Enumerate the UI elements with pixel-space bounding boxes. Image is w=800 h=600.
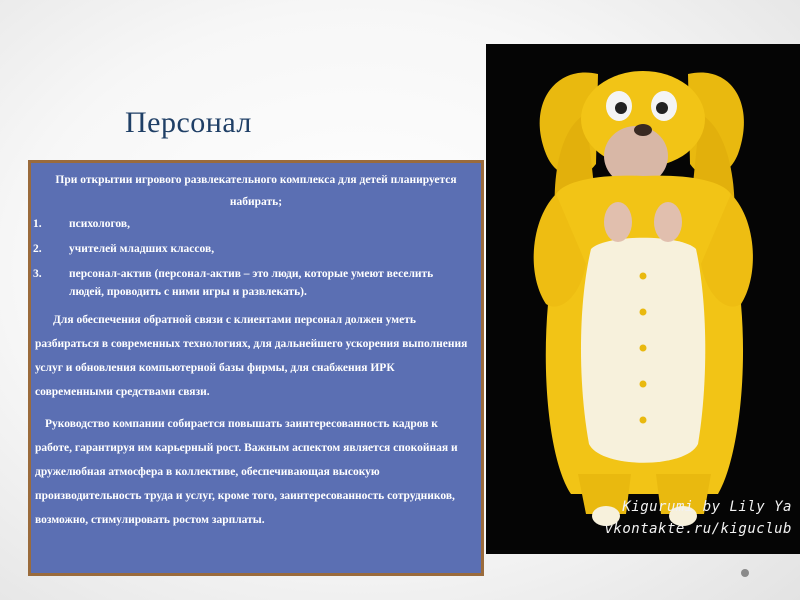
list-text: психологов,	[69, 218, 130, 230]
list-item	[31, 265, 481, 301]
slide-title: Персонал	[125, 106, 252, 139]
costume-illustration	[486, 44, 800, 554]
list-item	[31, 215, 481, 233]
kigurumi-photo	[486, 44, 800, 554]
content-text-box	[28, 160, 484, 576]
list-text: учителей младших классов,	[69, 243, 215, 255]
list-number: 1.	[33, 218, 42, 230]
photo-watermark	[604, 496, 792, 540]
list-number: 3.	[33, 268, 42, 280]
slide-nav-dot	[741, 569, 749, 577]
list-text: персонал-актив (персонал-актив – это люди, которые умеют веселить людей, проводить с ними игры и развлекать).	[69, 268, 434, 298]
watermark-line: Kigurumi by Lily Ya	[622, 499, 792, 515]
staff-list	[31, 215, 481, 301]
list-number: 2.	[33, 243, 42, 255]
list-item	[31, 240, 481, 258]
feedback-paragraph: Для обеспечения обратной связи с клиентами персонал должен уметь разбираться в современных технологиях, для дальнейшего ускорения выполнения услуг и обновления компьютерной базы фирмы, для снабжения ИРК современными средствами связи.	[35, 314, 468, 398]
intro-text: При открытии игрового развлекательного комплекса для детей планируется набирать;	[55, 174, 457, 208]
management-paragraph: Руководство компании собирается повышать заинтересованность кадров к работе, гарантируя им карьерный рост. Важным аспектом является спокойная и дружелюбная атмосфера в коллективе, обеспечивающая высокую производительность труда и услуг, кроме того, заинтересованность сотрудников, возможно, стимулировать ростом зарплаты.	[35, 418, 458, 526]
watermark-line: vkontakte.ru/kiguclub	[604, 521, 792, 537]
